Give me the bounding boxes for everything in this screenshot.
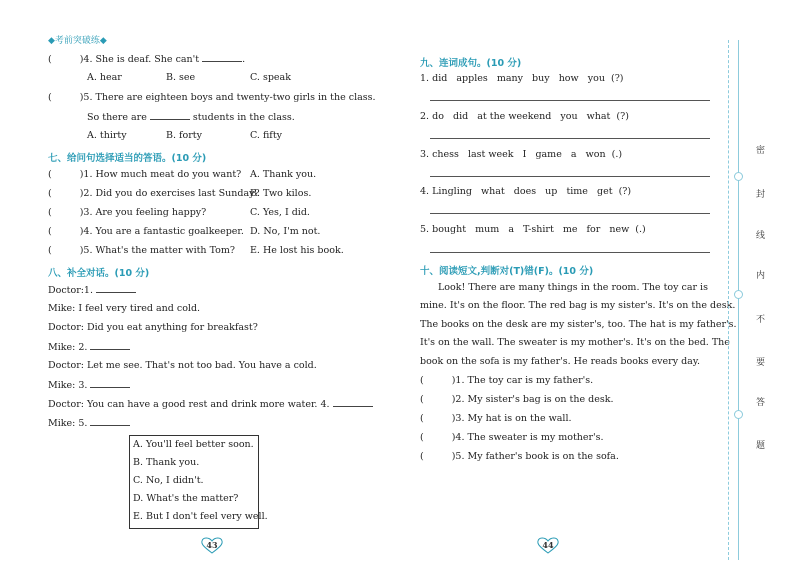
answer-line-5[interactable] xyxy=(430,252,710,253)
sec10-item-4: ( )4. The sweater is my mother's. xyxy=(420,432,604,443)
q5-line: ( )5. There are eighteen boys and twenty-two girls in the class. xyxy=(48,92,376,103)
seal-char-7: 答 xyxy=(756,398,766,408)
dialog-option-e: E. But I don't feel very well. xyxy=(133,511,268,522)
binding-hole-icon xyxy=(734,290,743,299)
seal-char-5: 不 xyxy=(756,315,766,325)
sec7-q5: ( )5. What's the matter with Tom? xyxy=(48,245,235,256)
passage-line-4: It's on the wall. The sweater is my mother's. It's on the bed. The xyxy=(420,337,730,348)
page-number-right xyxy=(536,536,560,554)
passage-line-3: The books on the desk are my sister's, too. The hat is my father's. xyxy=(420,319,737,330)
dialog-option-b: B. Thank you. xyxy=(133,457,200,468)
dialog-line-7: Doctor: You can have a good rest and drink more water. 4. xyxy=(48,398,373,410)
answer-line-1[interactable] xyxy=(430,100,710,101)
dialog-line-1: Doctor:1. xyxy=(48,284,136,296)
sec7-a4: D. No, I'm not. xyxy=(250,226,321,237)
seal-char-2: 封 xyxy=(756,190,766,200)
q5-opt-b: B. forty xyxy=(166,130,202,141)
passage-line-5: book on the sofa is my father's. He reads books every day. xyxy=(420,356,700,367)
section-8-title: 八、补全对话。(10 分) xyxy=(48,268,150,279)
binding-hole-icon xyxy=(734,172,743,181)
sec9-item-2: 2. do did at the weekend you what (?) xyxy=(420,111,629,122)
q5-opt-c: C. fifty xyxy=(250,130,283,141)
section-7-title: 七、给问句选择适当的答语。(10 分) xyxy=(48,153,207,164)
dialog-option-d: D. What's the matter? xyxy=(133,493,239,504)
sec7-q2: ( )2. Did you do exercises last Sunday? xyxy=(48,188,260,199)
seal-char-6: 要 xyxy=(756,358,766,368)
binding-hole-icon xyxy=(734,410,743,419)
seal-line xyxy=(738,40,739,560)
seal-char-8: 题 xyxy=(756,441,766,451)
sec9-item-1: 1. did apples many buy how you (?) xyxy=(420,73,624,84)
answer-line-2[interactable] xyxy=(430,138,710,139)
sec7-a3: C. Yes, I did. xyxy=(250,207,310,218)
sec10-item-1: ( )1. The toy car is my father's. xyxy=(420,375,594,386)
q4-opt-a: A. hear xyxy=(87,72,122,83)
dialog-line-3: Doctor: Did you eat anything for breakfast? xyxy=(48,322,258,333)
sec9-item-4: 4. Lingling what does up time get (?) xyxy=(420,186,632,197)
dialog-option-a: A. You'll feel better soon. xyxy=(133,439,254,450)
page-number-left xyxy=(200,536,224,554)
q4-opt-b: B. see xyxy=(166,72,196,83)
sec7-q1: ( )1. How much meat do you want? xyxy=(48,169,242,180)
dialog-line-8: Mike: 5. xyxy=(48,417,130,429)
sec9-item-5: 5. bought mum a T-shirt me for new (.) xyxy=(420,224,646,235)
header-tag: ◆考前突破练◆ xyxy=(48,36,107,46)
page-number-left-text: 43 xyxy=(206,540,218,550)
seal-char-1: 密 xyxy=(756,146,766,156)
q4-opt-c: C. speak xyxy=(250,72,291,83)
seal-line-dashed xyxy=(728,40,729,560)
q4-line: ( )4. She is deaf. She can't . xyxy=(48,54,246,65)
dialog-options-box xyxy=(129,435,268,529)
dialog-line-5: Doctor: Let me see. That's not too bad. You have a cold. xyxy=(48,360,317,371)
passage-line-1: Look! There are many things in the room. The toy car is xyxy=(438,282,708,293)
sec9-item-3: 3. chess last week I game a won (.) xyxy=(420,149,623,160)
seal-char-4: 内 xyxy=(756,271,766,281)
seal-char-3: 线 xyxy=(756,231,766,241)
sec7-q4: ( )4. You are a fantastic goalkeeper. xyxy=(48,226,244,237)
sec10-item-3: ( )3. My hat is on the wall. xyxy=(420,413,572,424)
sec7-a5: E. He lost his book. xyxy=(250,245,344,256)
passage-line-2: mine. It's on the floor. The red bag is my sister's. It's on the desk. xyxy=(420,300,736,311)
section-10-title: 十、阅读短文,判断对(T)错(F)。(10 分) xyxy=(420,266,594,277)
sec7-a1: A. Thank you. xyxy=(250,169,317,180)
dialog-line-2: Mike: I feel very tired and cold. xyxy=(48,303,201,314)
answer-line-3[interactable] xyxy=(430,176,710,177)
sec7-a2: B. Two kilos. xyxy=(250,188,312,199)
sec10-item-5: ( )5. My father's book is on the sofa. xyxy=(420,451,619,462)
page-number-right-text: 44 xyxy=(542,540,554,550)
q5-line2: So there are students in the class. xyxy=(87,112,295,123)
sec10-item-2: ( )2. My sister's bag is on the desk. xyxy=(420,394,614,405)
q5-opt-a: A. thirty xyxy=(87,130,127,141)
dialog-option-c: C. No, I didn't. xyxy=(133,475,204,486)
dialog-line-6: Mike: 3. xyxy=(48,379,130,391)
section-9-title: 九、连词成句。(10 分) xyxy=(420,58,522,69)
answer-line-4[interactable] xyxy=(430,213,710,214)
sec7-q3: ( )3. Are you feeling happy? xyxy=(48,207,207,218)
dialog-line-4: Mike: 2. xyxy=(48,341,130,353)
